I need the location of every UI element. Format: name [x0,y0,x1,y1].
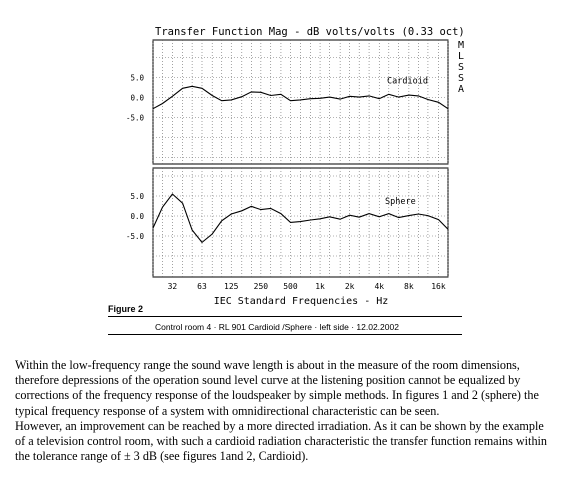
sphere-panel [126,168,448,277]
cardioid-panel [126,40,448,164]
y-tick-label: 5.0 [130,73,144,83]
x-tick-labels [168,282,446,291]
x-tick-label: 125 [224,282,239,291]
side-letter: S [458,73,465,84]
x-tick-label: 4k [374,282,385,291]
paragraph-2: However, an improvement can be reached by a more directed irradiation. As it can be shown by the example of a television control room, with such a cardioid radiation characteristic the transfer function remains within the tolerance range of ± 3 dB (see figures 1and 2, Cardioid). [15,418,548,464]
y-tick-label: 0.0 [130,93,144,103]
y-tick-label: -5.0 [125,113,144,123]
chart-title: Transfer Function Mag - dB volts/volts (0.33 oct) [155,26,465,38]
series-label: Cardioid [387,76,428,87]
y-tick-label: 5.0 [130,192,144,201]
series-label: Sphere [385,197,416,207]
y-tick-label: 0.0 [130,212,144,221]
x-tick-label: 16k [431,282,446,291]
x-tick-label: 250 [253,282,269,291]
x-tick-label: 500 [283,282,298,291]
caption-rule-bottom [108,334,462,335]
caption-rule-top [108,316,462,317]
x-tick-label: 1k [315,282,325,291]
figure-label: Figure 2 [108,304,144,314]
x-tick-label: 63 [197,282,207,291]
x-axis-label: IEC Standard Frequencies - Hz [213,296,389,307]
body-text [15,358,550,464]
x-tick-label: 8k [404,282,414,291]
side-letters [458,40,464,95]
x-tick-label: 32 [167,282,178,291]
y-tick-label: -5.0 [125,232,144,241]
side-letter: A [458,84,465,95]
side-letter: M [458,40,465,51]
side-letter: L [458,51,465,62]
figure-caption: Control room 4 · RL 901 Cardioid /Sphere · left side · 12.02.2002 [155,322,399,332]
side-letter: S [458,62,465,73]
paragraph-1: Within the low-frequency range the sound wave length is about in the measure of the room dimensions, therefore depressions of the operation sound level curve at the listening position cannot be equalized by corrections of the frequency response of the loudspeaker by simple methods. In figures 1 and 2 (sphere) the typical frequency response of a system with omnidirectional characteristic can be seen. [15,358,539,418]
x-tick-label: 2k [344,282,355,291]
